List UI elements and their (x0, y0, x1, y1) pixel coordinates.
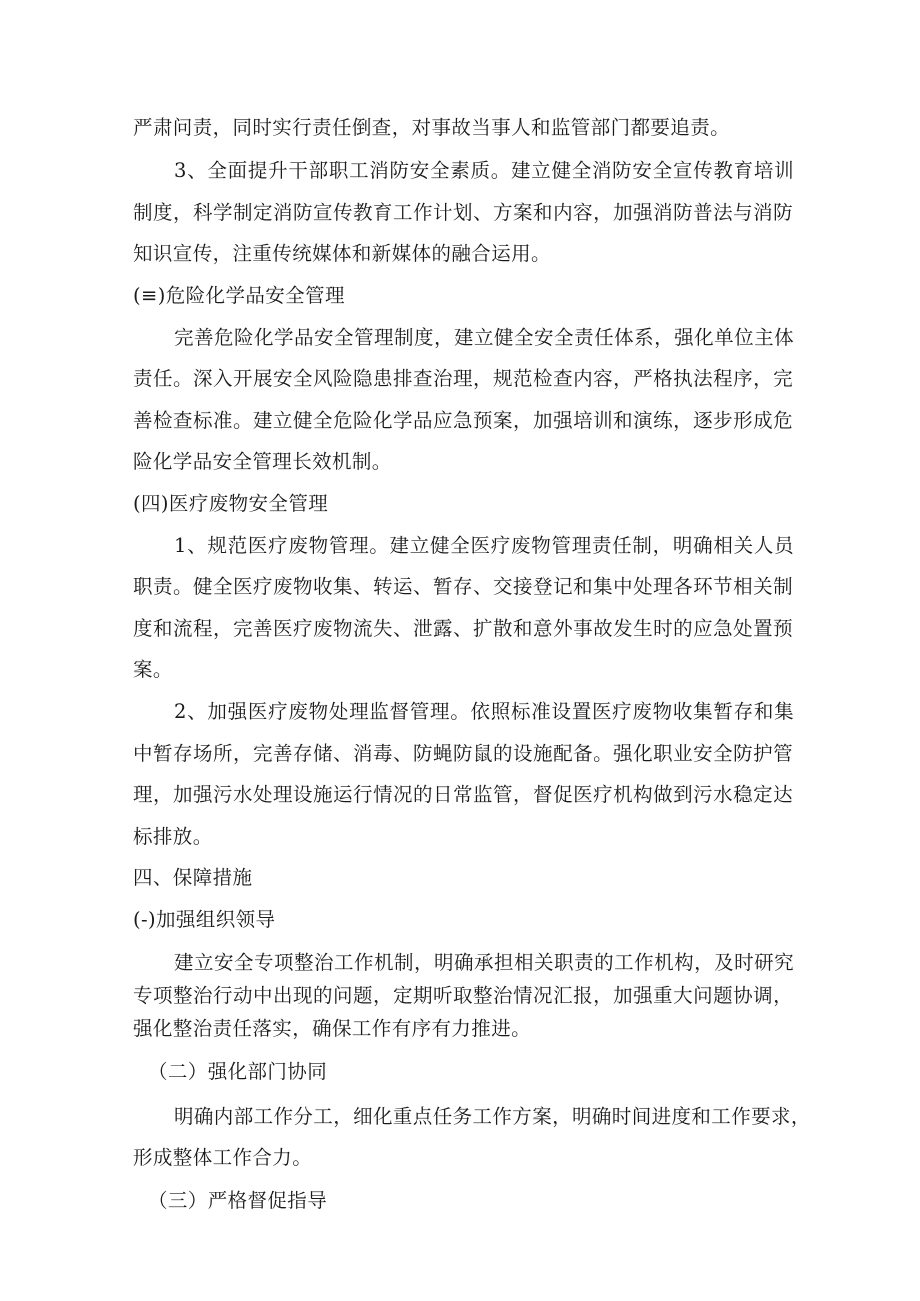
paragraph-line: 中暂存场所，完善存储、消毒、防蝇防鼠的设施配备。强化职业安全防护管 (133, 742, 793, 765)
paragraph-line: 责任。深入开展安全风险隐患排查治理，规范检查内容，严格执法程序，完 (133, 367, 793, 390)
paragraph-line: 建立安全专项整治工作机制，明确承担相关职责的工作机构，及时研究 (174, 951, 794, 974)
paragraph-line: 案。 (133, 658, 173, 681)
paragraph-line: 知识宣传，注重传统媒体和新媒体的融合运用。 (133, 242, 551, 265)
paragraph-line: 2、加强医疗废物处理监督管理。依照标准设置医疗废物收集暂存和集 (174, 700, 794, 723)
paragraph-line: 明确内部工作分工，细化重点任务工作方案，明确时间进度和工作要求， (174, 1105, 811, 1128)
section-heading: (四)医疗废物安全管理 (133, 492, 329, 515)
section-heading: (-)加强组织领导 (133, 908, 276, 931)
paragraph-line: 完善危险化学品安全管理制度，建立健全安全责任体系，强化单位主体 (174, 326, 794, 349)
paragraph-line: 1、规范医疗废物管理。建立健全医疗废物管理责任制，明确相关人员 (174, 534, 794, 557)
paragraph-line: 理，加强污水处理设施运行情况的日常监管，督促医疗机构做到污水稳定达 (133, 783, 793, 806)
section-heading: (≡)危险化学品安全管理 (133, 284, 345, 307)
paragraph-line: 标排放。 (133, 825, 213, 848)
paragraph-line: 专项整治行动中出现的问题，定期听取整治情况汇报，加强重大问题协调， (133, 984, 793, 1007)
paragraph-line: 形成整体工作合力。 (133, 1146, 313, 1169)
paragraph-line: 职责。健全医疗废物收集、转运、暂存、交接登记和集中处理各环节相关制 (133, 575, 793, 598)
paragraph-line: 善检查标准。建立健全危险化学品应急预案，加强培训和演练，逐步形成危 (133, 409, 793, 432)
section-heading: 四、保障措施 (133, 866, 253, 889)
paragraph-line: 强化整治责任落实，确保工作有序有力推进。 (133, 1017, 532, 1040)
paragraph-line: 度和流程，完善医疗废物流失、泄露、扩散和意外事故发生时的应急处置预 (133, 617, 793, 640)
paragraph-line: 3、全面提升干部职工消防安全素质。建立健全消防安全宣传教育培训 (174, 159, 794, 182)
section-heading: （三）严格督促指导 (148, 1189, 328, 1212)
paragraph-line: 险化学品安全管理长效机制。 (133, 450, 392, 473)
section-heading: （二）强化部门协同 (148, 1060, 328, 1083)
paragraph-line: 制度，科学制定消防宣传教育工作计划、方案和内容，加强消防普法与消防 (133, 201, 793, 224)
paragraph-line: 严肃问责，同时实行责任倒查，对事故当事人和监管部门都要追责。 (133, 116, 731, 139)
